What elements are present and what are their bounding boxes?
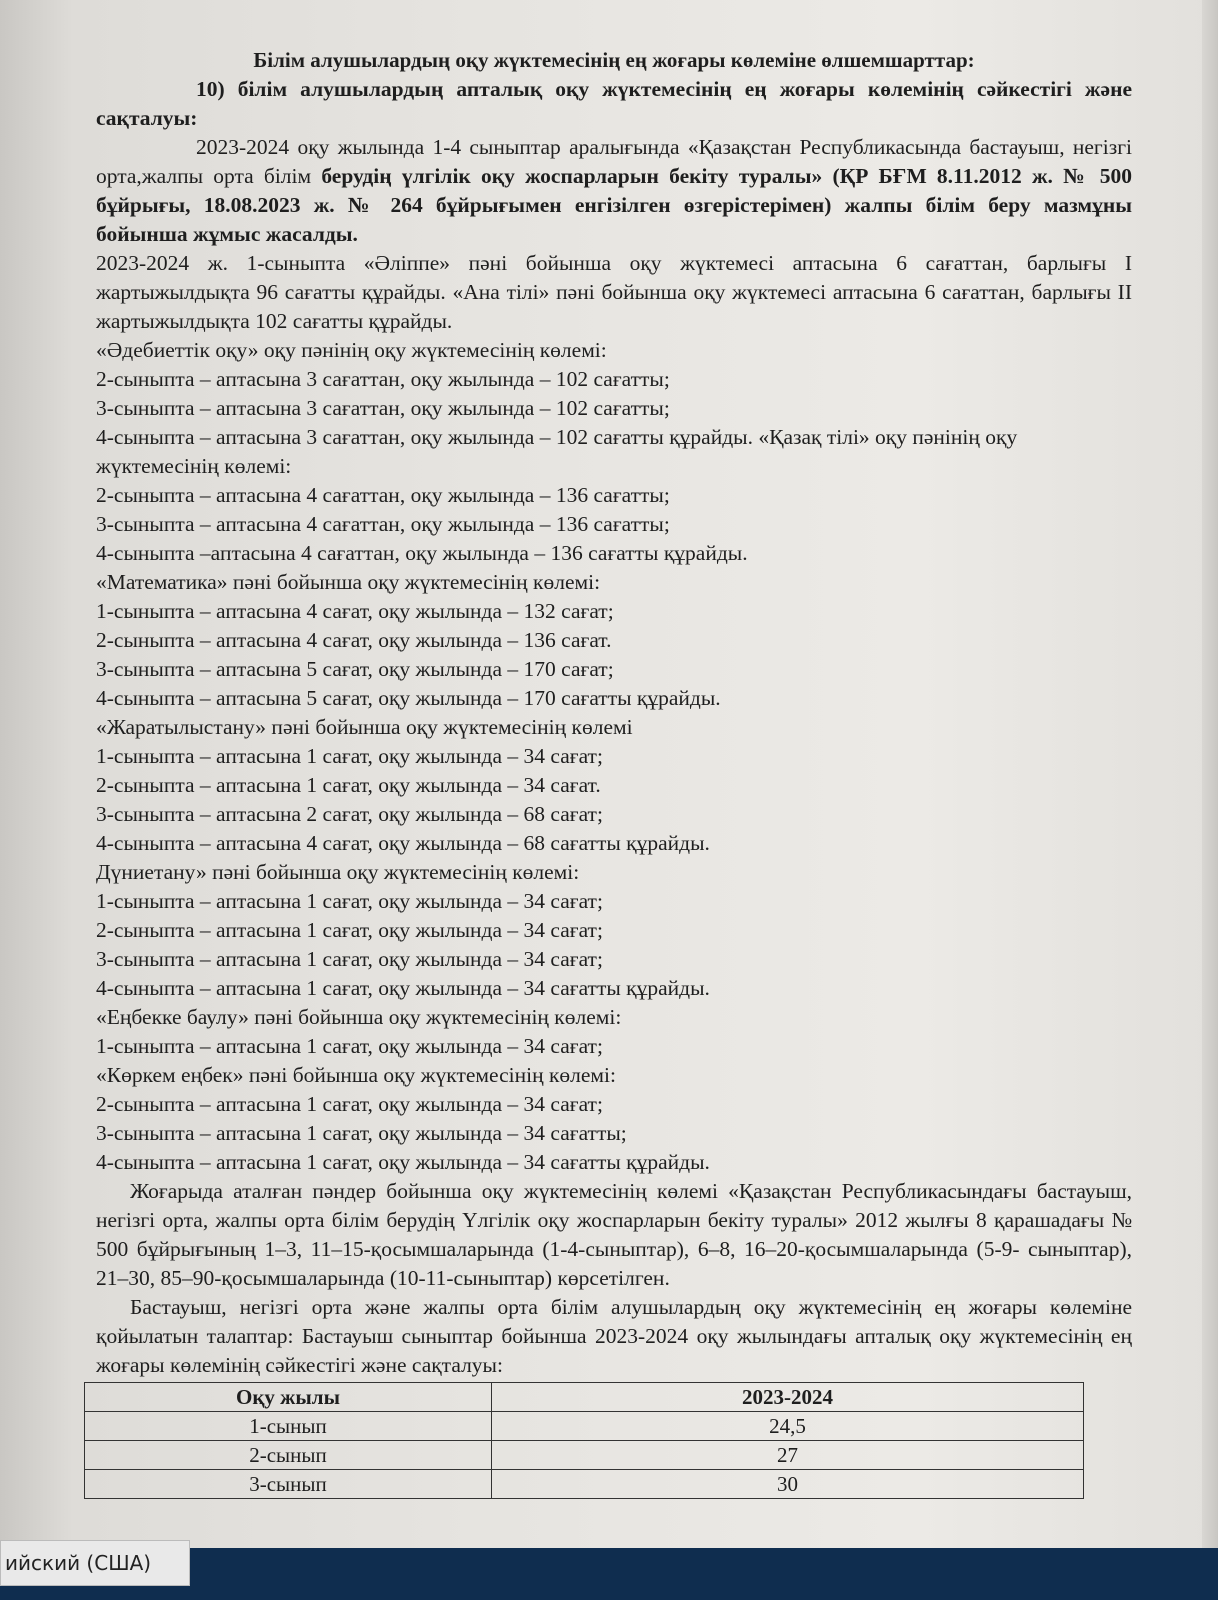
workload-line: 1-сыныпта – аптасына 1 сағат, оқу жылында – 34 сағат; <box>96 744 603 768</box>
workload-line: 4-сыныпта – аптасына 4 сағат, оқу жылында – 68 сағатты құрайды. <box>96 831 710 855</box>
page-edge <box>1202 0 1218 1548</box>
workload-line: 2-сыныпта – аптасына 1 сағат, оқу жылында – 34 сағат. <box>96 773 601 797</box>
workload-line: 4-сыныпта – аптасына 3 сағаттан, оқу жылында – 102 сағатты құрайды. «Қазақ тілі» оқу пәнінің оқу жүктемесінің көлемі: <box>96 425 1018 478</box>
workload-line: «Еңбекке баулу» пәні бойынша оқу жүктемесінің көлемі: <box>96 1005 622 1029</box>
workload-line: 2-сыныпта – аптасына 1 сағат, оқу жылында – 34 сағат; <box>96 918 603 942</box>
language-indicator[interactable]: ийский (США) <box>0 1540 190 1586</box>
workload-line: 1-сыныпта – аптасына 1 сағат, оқу жылында – 34 сағат; <box>96 889 603 913</box>
workload-line: 3-сыныпта – аптасына 3 сағаттан, оқу жылында – 102 сағатты; <box>96 396 670 420</box>
intro-paragraph <box>96 133 1132 249</box>
document-body <box>96 46 1132 1499</box>
workload-line: 3-сыныпта – аптасына 5 сағат, оқу жылында – 170 сағат; <box>96 657 614 681</box>
reference-paragraph: Жоғарыда аталған пәндер бойынша оқу жүктемесінің көлемі «Қазақстан Республикасындағы бастауыш, негізгі орта, жалпы орта білім берудің Үлгілік оқу жоспарларын бекіту туралы» 2012 жылғы 8 қарашадағы № 500 бұйрығының 1–3, 11–15-қосымшаларында (1-4-сыныптар), 6–8, 16–20-қосымшаларында (5-9- сыныптар), 21–30, 85–90-қосымшаларында (10-11-сыныптар) көрсетілген. <box>96 1179 1132 1290</box>
workload-line: 4-сыныпта – аптасына 5 сағат, оқу жылында – 170 сағатты құрайды. <box>96 686 721 710</box>
workload-line: 2-сыныпта – аптасына 3 сағаттан, оқу жылында – 102 сағатты; <box>96 367 670 391</box>
workload-line: «Математика» пәні бойынша оқу жүктемесінің көлемі: <box>96 570 601 594</box>
workload-line: 4-сыныпта –аптасына 4 сағаттан, оқу жылында – 136 сағатты құрайды. <box>96 541 748 565</box>
document-title: Білім алушылардың оқу жүктемесінің ең жоғары көлеміне өлшемшарттар: <box>253 48 975 72</box>
workload-line: 3-сыныпта – аптасына 1 сағат, оқу жылында – 34 сағатты; <box>96 1121 627 1145</box>
table-header-period: 2023-2024 <box>492 1383 1084 1412</box>
alippe-paragraph: 2023-2024 ж. 1-сыныпта «Әліппе» пәні бойынша оқу жүктемесі аптасына 6 сағаттан, барлығы І жартыжылдықта 96 сағатты құрайды. «Ана тілі» пәні бойынша оқу жүктемесі аптасына 6 сағаттан, барлығы ІІ жартыжылдықта 102 сағатты құрайды. <box>96 251 1132 333</box>
workload-line: 3-сыныпта – аптасына 4 сағаттан, оқу жылында – 136 сағатты; <box>96 512 670 536</box>
table-cell-grade: 3-сынып <box>85 1470 492 1499</box>
workload-lines <box>96 336 1132 1177</box>
document-subtitle: 10) білім алушылардың апталық оқу жүктемесінің ең жоғары көлемінің сәйкестігі және сақталуы: <box>96 77 1132 130</box>
table-cell-hours: 30 <box>492 1470 1084 1499</box>
workload-line: «Жаратылыстану» пәні бойынша оқу жүктемесінің көлемі <box>96 715 633 739</box>
table-cell-grade: 1-сынып <box>85 1412 492 1441</box>
workload-line: 3-сыныпта – аптасына 1 сағат, оқу жылында – 34 сағат; <box>96 947 603 971</box>
table-cell-hours: 27 <box>492 1441 1084 1470</box>
workload-line: «Әдебиеттік оқу» оқу пәнінің оқу жүктемесінің көлемі: <box>96 338 607 362</box>
table-row <box>85 1441 1084 1470</box>
table-row <box>85 1412 1084 1441</box>
requirements-paragraph: Бастауыш, негізгі орта және жалпы орта білім алушылардың оқу жүктемесінің ең жоғары көлеміне қойылатын талаптар: Бастауыш сыныптар бойынша 2023-2024 оқу жылындағы апталық оқу жүктемесінің ең жоғары көлемінің сәйкестігі және сақталуы: <box>96 1295 1132 1377</box>
table-cell-hours: 24,5 <box>492 1412 1084 1441</box>
intro-bold: берудің үлгілік оқу жоспарларын бекіту туралы» (ҚР БҒМ 8.11.2012 ж. № 500 бұйрығы, 18.08.2023 ж. № 264 бұйрығымен енгізілген өзгерістерімен) жалпы білім беру мазмұны бойынша жұмыс жасалды. <box>96 164 1132 246</box>
workload-table <box>84 1382 1084 1499</box>
workload-line: 2-сыныпта – аптасына 1 сағат, оқу жылында – 34 сағат; <box>96 1092 603 1116</box>
workload-line: 4-сыныпта – аптасына 1 сағат, оқу жылында – 34 сағатты құрайды. <box>96 976 710 1000</box>
table-header-year: Оқу жылы <box>85 1383 492 1412</box>
workload-line: «Көркем еңбек» пәні бойынша оқу жүктемесінің көлемі: <box>96 1063 616 1087</box>
table-header-row <box>85 1383 1084 1412</box>
workload-line: 4-сыныпта – аптасына 1 сағат, оқу жылында – 34 сағатты құрайды. <box>96 1150 710 1174</box>
intro-plain: 2023-2024 оқу жылында 1-4 сыныптар аралығында «Қазақстан Республикасында бастауыш, негізгі орта,жалпы орта білім <box>96 135 1132 188</box>
workload-line: 2-сыныпта – аптасына 4 сағат, оқу жылында – 136 сағат. <box>96 628 612 652</box>
workload-line: 1-сыныпта – аптасына 1 сағат, оқу жылында – 34 сағат; <box>96 1034 603 1058</box>
table-cell-grade: 2-сынып <box>85 1441 492 1470</box>
table-row <box>85 1470 1084 1499</box>
workload-line: 3-сыныпта – аптасына 2 сағат, оқу жылында – 68 сағат; <box>96 802 603 826</box>
workload-line: 2-сыныпта – аптасына 4 сағаттан, оқу жылында – 136 сағатты; <box>96 483 670 507</box>
workload-line: 1-сыныпта – аптасына 4 сағат, оқу жылында – 132 сағат; <box>96 599 614 623</box>
workload-line: Дүниетану» пәні бойынша оқу жүктемесінің көлемі: <box>96 860 580 884</box>
